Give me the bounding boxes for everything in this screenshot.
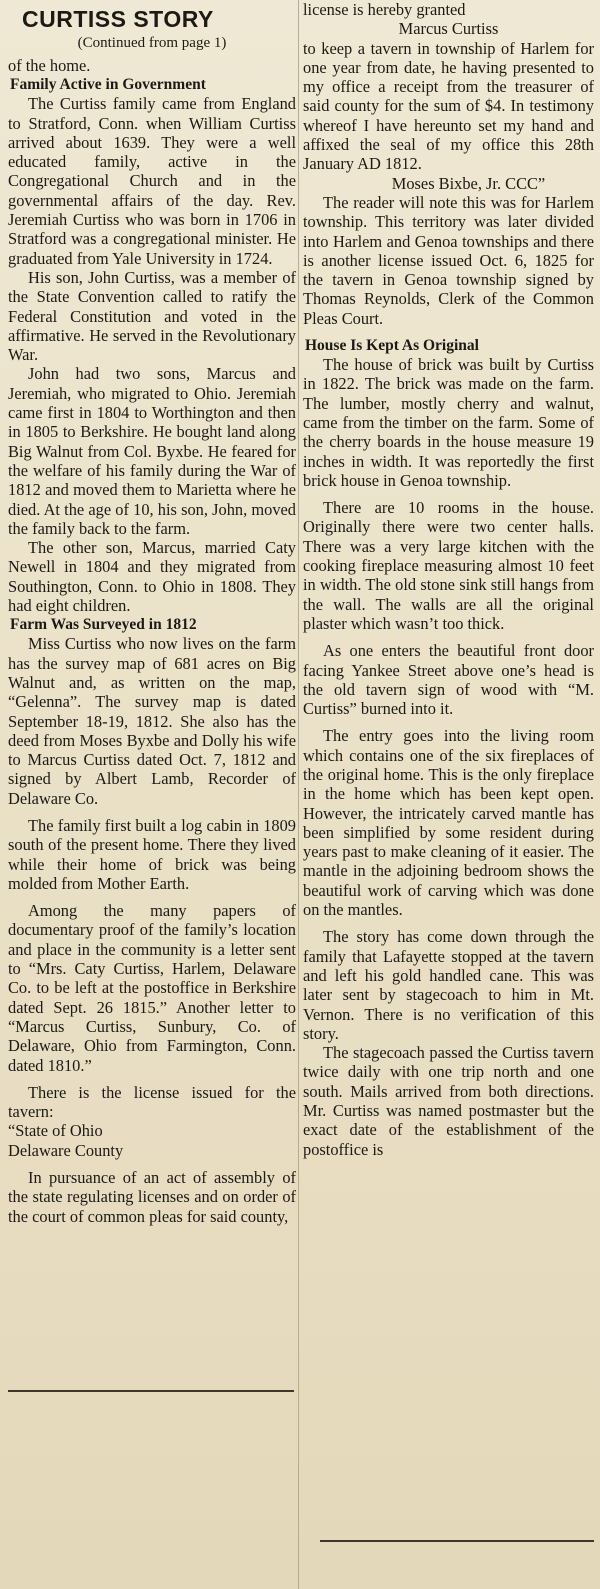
article-title: CURTISS STORY bbox=[22, 6, 214, 32]
left-column bbox=[8, 0, 296, 1589]
article-paragraph: The story has come down through the family that Lafayette stopped at the tavern and left his gold handled cane. This was later sent by stagecoach to him in Mt. Vernon. There is no verification of this story. bbox=[303, 927, 594, 1043]
section-heading: Family Active in Government bbox=[10, 76, 206, 94]
section-heading: Farm Was Surveyed in 1812 bbox=[10, 616, 197, 634]
article-paragraph: license is hereby granted bbox=[303, 0, 466, 19]
article-paragraph: Miss Curtiss who now lives on the farm has the survey map of 681 acres on Big Walnut and, as written on the map, “Gelenna”. The survey map is dated September 18-19, 1812. She also has the deed from Moses Byxbe and Dolly his wife to Marcus Curtiss dated Oct. 7, 1812 and signed by Albert Lamb, Recorder of Delaware Co. bbox=[8, 634, 296, 808]
article-paragraph: As one enters the beautiful front door facing Yankee Street above one’s head is the old tavern sign of wood with “M. Curtiss” burned into it. bbox=[303, 641, 594, 719]
clipping-fold-line bbox=[8, 1390, 294, 1392]
column-rule bbox=[298, 0, 299, 1589]
article-paragraph: Among the many papers of documentary proof of the family’s location and place in the community is a letter sent to “Mrs. Caty Curtiss, Harlem, Delaware Co. to be left at the postoffice in Berkshire dated Sept. 26 1815.” Another letter to “Marcus Curtiss, Sunbury, Co. of Delaware, Ohio from Farmington, Conn. dated 1810.” bbox=[8, 901, 296, 1075]
article-paragraph: of the home. bbox=[8, 56, 91, 75]
article-paragraph: The house of brick was built by Curtiss in 1822. The brick was made on the farm. The lumber, mostly cherry and walnut, came from the timber on the farm. Some of the cherry boards in the house measure 19 inches in width. It was reportedly the first brick house in Genoa township. bbox=[303, 355, 594, 490]
right-column-body bbox=[303, 0, 594, 1159]
clipping-edge-line bbox=[320, 1540, 594, 1542]
article-paragraph: His son, John Curtiss, was a member of the State Convention called to ratify the Federal Constitution and voted in the affirmative. He served in the Revolutionary War. bbox=[8, 267, 296, 365]
article-paragraph: “State of Ohio bbox=[8, 1121, 103, 1141]
continued-note: (Continued from page 1) bbox=[77, 35, 227, 51]
article-paragraph: There are 10 rooms in the house. Originally there were two center halls. There was a very large kitchen with the cooking fireplace measuring almost 10 feet in width. The old stone sink still hangs from the wall. The walls are all the original plaster which wasn’t too thick. bbox=[303, 498, 594, 633]
left-column-body bbox=[8, 56, 296, 1226]
license-signature: Moses Bixbe, Jr. CCC” bbox=[391, 173, 546, 193]
article-paragraph: The family first built a log cabin in 1809 south of the present home. There they lived while their home of brick was being molded from Mother Earth. bbox=[8, 815, 296, 893]
article-paragraph: The Curtiss family came from England to Stratford, Conn. when William Curtiss arrived about 1639. They were a well educated family, active in the Congregational Church and in the governmental affairs of the day. Rev. Jeremiah Curtiss who was born in 1706 in Stratford was a congregational minister. He graduated from Yale University in 1724. bbox=[8, 94, 296, 268]
article-paragraph: The other son, Marcus, married Caty Newell in 1804 and they migrated from Southington, Conn. to Ohio in 1808. They had eight children. bbox=[8, 538, 296, 616]
license-grantee: Marcus Curtiss bbox=[398, 19, 499, 39]
article-paragraph: In pursuance of an act of assembly of the state regulating licenses and on order of the court of common pleas for said county, bbox=[8, 1168, 296, 1226]
article-paragraph: Delaware County bbox=[8, 1140, 124, 1160]
section-heading: House Is Kept As Original bbox=[305, 337, 479, 355]
article-paragraph: The reader will note this was for Harlem township. This territory was later divided into Harlem and Genoa townships and there is another license issued Oct. 6, 1825 for the tavern in Genoa township signed by Thomas Reynolds, Clerk of the Common Pleas Court. bbox=[303, 192, 594, 328]
article-paragraph: There is the license issued for the tavern: bbox=[8, 1082, 296, 1122]
right-column bbox=[303, 0, 594, 1589]
article-paragraph: The stagecoach passed the Curtiss tavern twice daily with one trip north and one south. Mails arrived from both directions. Mr. Curtiss was named postmaster but the exact date of the establishment of the postoffice is bbox=[303, 1043, 594, 1159]
article-paragraph: The entry goes into the living room which contains one of the six fireplaces of the original home. This is the only fireplace in the home which has been kept open. However, the intricately carved mantle has been simplified by some resident during years past to make cleaning of it easier. The mantle in the adjoining bedroom shows the beautiful work of carving which was done on the mantles. bbox=[303, 726, 594, 920]
article-paragraph: to keep a tavern in township of Harlem for one year from date, he having presented to my office a receipt from the treasurer of said county for the sum of $4. In testimony whereof I have hereunto set my hand and affixed the seal of my office this 28th January AD 1812. bbox=[303, 38, 594, 174]
article-paragraph: John had two sons, Marcus and Jeremiah, who migrated to Ohio. Jeremiah came first in 1804 to Worthington and then in 1805 to Berkshire. He bought land along Big Walnut from Col. Byxbe. He feared for the welfare of his family during the War of 1812 and moved them to Marietta where he died. At the age of 10, his son, John, moved the family back to the farm. bbox=[8, 364, 296, 538]
